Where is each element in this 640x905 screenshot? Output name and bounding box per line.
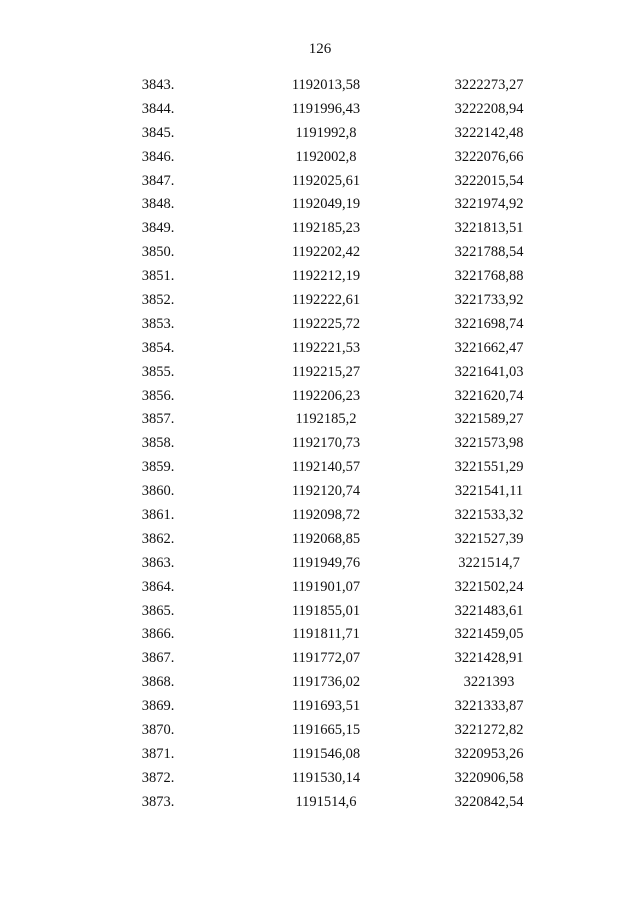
- y-coordinate-cell: 3222142,48: [454, 124, 524, 141]
- point-number-cell: 3847.: [141, 172, 175, 189]
- x-coordinate-cell: 1192098,72: [291, 507, 361, 524]
- table-row: [0, 647, 640, 671]
- y-coordinate-cell: 3221698,74: [454, 315, 524, 332]
- point-number-cell: 3857.: [141, 411, 175, 428]
- x-coordinate-cell: 1192068,85: [291, 530, 361, 547]
- x-coordinate-cell: 1192206,23: [291, 387, 361, 404]
- point-number-cell: 3845.: [141, 124, 175, 141]
- table-row: [0, 456, 640, 480]
- point-number-cell: 3848.: [141, 196, 175, 213]
- y-coordinate-cell: 3221428,91: [454, 650, 524, 667]
- x-coordinate-cell: 1192013,58: [291, 77, 361, 93]
- y-coordinate-cell: 3222076,66: [454, 148, 524, 165]
- x-coordinate-cell: 1192025,61: [291, 172, 361, 189]
- x-coordinate-cell: 1192212,19: [291, 268, 361, 285]
- y-coordinate-cell: 3220953,26: [454, 745, 524, 762]
- point-number-cell: 3862.: [141, 530, 175, 547]
- x-coordinate-cell: 1191855,01: [291, 602, 361, 619]
- table-row: [0, 337, 640, 361]
- x-coordinate-cell: 1191530,14: [291, 769, 361, 786]
- table-row: [0, 217, 640, 241]
- table-row: [0, 265, 640, 289]
- x-coordinate-cell: 1192215,27: [291, 363, 361, 380]
- x-coordinate-cell: 1192049,19: [291, 196, 361, 213]
- table-row: [0, 74, 640, 98]
- y-coordinate-cell: 3221573,98: [454, 435, 524, 452]
- point-number-cell: 3852.: [141, 292, 175, 309]
- x-coordinate-cell: 1191546,08: [291, 745, 361, 762]
- y-coordinate-cell: 3221333,87: [454, 698, 524, 715]
- table-row: [0, 791, 640, 815]
- y-coordinate-cell: 3222273,27: [454, 77, 524, 93]
- y-coordinate-cell: 3221788,54: [454, 244, 524, 261]
- table-row: [0, 719, 640, 743]
- table-row: [0, 504, 640, 528]
- table-row: [0, 385, 640, 409]
- x-coordinate-cell: 1191514,6: [295, 793, 357, 810]
- y-coordinate-cell: 3221589,27: [454, 411, 524, 428]
- point-number-cell: 3871.: [141, 745, 175, 762]
- x-coordinate-cell: 1192222,61: [291, 292, 361, 309]
- x-coordinate-cell: 1191992,8: [295, 124, 357, 141]
- table-row: [0, 289, 640, 313]
- point-number-cell: 3868.: [141, 674, 175, 691]
- y-coordinate-cell: 3221733,92: [454, 292, 524, 309]
- y-coordinate-cell: 3221272,82: [454, 722, 524, 739]
- x-coordinate-cell: 1192202,42: [291, 244, 361, 261]
- y-coordinate-cell: 3221514,7: [458, 554, 520, 571]
- x-coordinate-cell: 1192185,23: [291, 220, 361, 237]
- x-coordinate-cell: 1192002,8: [295, 148, 357, 165]
- table-row: [0, 623, 640, 647]
- y-coordinate-cell: 3221620,74: [454, 387, 524, 404]
- table-row: [0, 576, 640, 600]
- table-row: [0, 671, 640, 695]
- y-coordinate-cell: 3222208,94: [454, 100, 524, 117]
- y-coordinate-cell: 3221483,61: [454, 602, 524, 619]
- point-number-cell: 3860.: [141, 483, 175, 500]
- table-row: [0, 767, 640, 791]
- point-number-cell: 3867.: [141, 650, 175, 667]
- point-number-cell: 3873.: [141, 793, 175, 810]
- point-number-cell: 3859.: [141, 459, 175, 476]
- y-coordinate-cell: 3221662,47: [454, 339, 524, 356]
- table-row: [0, 170, 640, 194]
- point-number-cell: 3865.: [141, 602, 175, 619]
- point-number-cell: 3851.: [141, 268, 175, 285]
- point-number-cell: 3854.: [141, 339, 175, 356]
- point-number-cell: 3843.: [141, 77, 175, 93]
- point-number-cell: 3869.: [141, 698, 175, 715]
- table-row: [0, 146, 640, 170]
- table-row: [0, 480, 640, 504]
- coordinate-table: [0, 74, 640, 815]
- table-row: [0, 600, 640, 624]
- x-coordinate-cell: 1191996,43: [291, 100, 361, 117]
- point-number-cell: 3849.: [141, 220, 175, 237]
- x-coordinate-cell: 1192221,53: [291, 339, 361, 356]
- point-number-cell: 3872.: [141, 769, 175, 786]
- y-coordinate-cell: 3221551,29: [454, 459, 524, 476]
- point-number-cell: 3846.: [141, 148, 175, 165]
- x-coordinate-cell: 1191693,51: [291, 698, 361, 715]
- x-coordinate-cell: 1191901,07: [291, 578, 361, 595]
- point-number-cell: 3850.: [141, 244, 175, 261]
- y-coordinate-cell: 3221527,39: [454, 530, 524, 547]
- point-number-cell: 3855.: [141, 363, 175, 380]
- x-coordinate-cell: 1191736,02: [291, 674, 361, 691]
- point-number-cell: 3856.: [141, 387, 175, 404]
- y-coordinate-cell: 3222015,54: [454, 172, 524, 189]
- x-coordinate-cell: 1192170,73: [291, 435, 361, 452]
- x-coordinate-cell: 1192225,72: [291, 315, 361, 332]
- table-row: [0, 193, 640, 217]
- y-coordinate-cell: 3221541,11: [454, 483, 524, 500]
- x-coordinate-cell: 1191811,71: [292, 626, 360, 643]
- y-coordinate-cell: 3220842,54: [454, 793, 524, 810]
- y-coordinate-cell: 3221459,05: [454, 626, 524, 643]
- x-coordinate-cell: 1191665,15: [291, 722, 361, 739]
- table-row: [0, 408, 640, 432]
- x-coordinate-cell: 1191772,07: [291, 650, 361, 667]
- table-row: [0, 432, 640, 456]
- point-number-cell: 3844.: [141, 100, 175, 117]
- y-coordinate-cell: 3221813,51: [454, 220, 524, 237]
- table-row: [0, 313, 640, 337]
- table-row: [0, 98, 640, 122]
- table-row: [0, 122, 640, 146]
- table-row: [0, 528, 640, 552]
- y-coordinate-cell: 3221974,92: [454, 196, 524, 213]
- point-number-cell: 3866.: [141, 626, 175, 643]
- x-coordinate-cell: 1192140,57: [291, 459, 361, 476]
- point-number-cell: 3870.: [141, 722, 175, 739]
- table-row: [0, 552, 640, 576]
- y-coordinate-cell: 3220906,58: [454, 769, 524, 786]
- point-number-cell: 3861.: [141, 507, 175, 524]
- y-coordinate-cell: 3221393: [463, 674, 515, 691]
- y-coordinate-cell: 3221533,32: [454, 507, 524, 524]
- point-number-cell: 3864.: [141, 578, 175, 595]
- y-coordinate-cell: 3221502,24: [454, 578, 524, 595]
- table-row: [0, 743, 640, 767]
- x-coordinate-cell: 1192120,74: [291, 483, 361, 500]
- y-coordinate-cell: 3221641,03: [454, 363, 524, 380]
- page-number: 126: [308, 41, 332, 57]
- y-coordinate-cell: 3221768,88: [454, 268, 524, 285]
- x-coordinate-cell: 1192185,2: [295, 411, 357, 428]
- point-number-cell: 3853.: [141, 315, 175, 332]
- table-row: [0, 695, 640, 719]
- point-number-cell: 3858.: [141, 435, 175, 452]
- table-row: [0, 361, 640, 385]
- point-number-cell: 3863.: [141, 554, 175, 571]
- x-coordinate-cell: 1191949,76: [291, 554, 361, 571]
- table-row: [0, 241, 640, 265]
